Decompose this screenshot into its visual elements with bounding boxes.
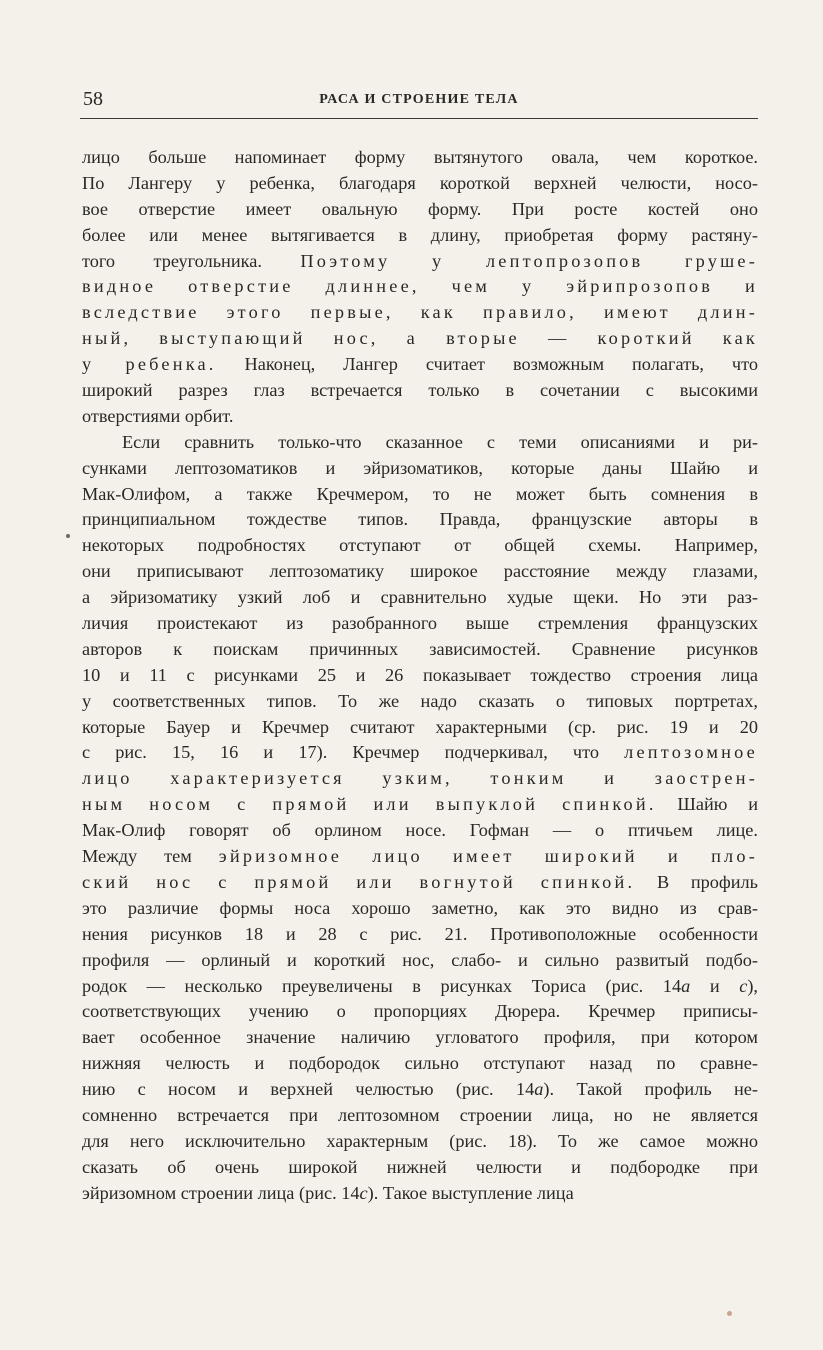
paragraph bbox=[82, 430, 758, 1207]
text-run: это различие формы носа хорошо заметно, как это видно из срав- bbox=[82, 897, 758, 918]
text-run: 10 и 11 с рисунками 25 и 26 показывает тождество строения лица bbox=[82, 664, 758, 685]
text-run: для него исключительно характерным (рис. 18). То же самое можно bbox=[82, 1130, 758, 1151]
text-line bbox=[82, 197, 758, 223]
text-run: ), bbox=[747, 975, 758, 996]
text-run: некоторых подробностях отступают от общей схемы. Например, bbox=[82, 535, 758, 556]
text-line bbox=[82, 145, 758, 171]
text-line bbox=[82, 715, 758, 741]
text-run: сунками лептозоматиков и эйризоматиков, которые даны Шайю и bbox=[82, 457, 758, 478]
text-line bbox=[82, 507, 758, 533]
text-line bbox=[82, 249, 758, 275]
text-run: профиля — орлиный и короткий нос, слабо- и сильно развитый подбо- bbox=[82, 949, 758, 970]
text-run: широкий разрез глаз встречается только в сочетании с высокими bbox=[82, 380, 758, 401]
text-run: с рис. 15, 16 и 17). Кречмер подчеркивал, что bbox=[82, 742, 625, 763]
text-line bbox=[82, 792, 758, 818]
page-number: 58 bbox=[83, 88, 103, 110]
text-line bbox=[82, 1077, 758, 1103]
text-line bbox=[82, 999, 758, 1025]
running-head: РАСА И СТРОЕНИЕ ТЕЛА bbox=[319, 92, 519, 107]
text-run: нижняя челюсть и подбородок сильно отступают назад по сравне- bbox=[82, 1053, 758, 1074]
text-line bbox=[82, 1181, 758, 1207]
text-run: принципиальном тождестве типов. Правда, французские авторы в bbox=[82, 509, 758, 530]
text-run: нию с носом и верхней челюстью (рис. 14 bbox=[82, 1079, 535, 1100]
text-run: родок — несколько преувеличены в рисунках Ториса (рис. 14 bbox=[82, 975, 682, 996]
text-run: Между тем bbox=[82, 846, 219, 867]
text-run: у соответственных типов. То же надо сказать о типовых портретах, bbox=[82, 690, 758, 711]
text-line bbox=[82, 533, 758, 559]
text-line bbox=[82, 637, 758, 663]
text-run: эйризомном строении лица (рис. 14 bbox=[82, 1182, 360, 1203]
text-run: и bbox=[690, 975, 740, 996]
text-line bbox=[82, 352, 758, 378]
text-run: соответствующих учению о пропорциях Дюрера. Кречмер приписы- bbox=[82, 1001, 758, 1022]
text-run: сказать об очень широкой нижней челюсти и подбородке при bbox=[82, 1156, 758, 1177]
text-run: сомненно встречается при лептозомном строении лица, но не является bbox=[82, 1104, 758, 1125]
text-line bbox=[82, 844, 758, 870]
text-run: лицо больше напоминает форму вытянутого овала, чем короткое. bbox=[82, 147, 758, 167]
spaced-text: у ребенка. bbox=[82, 354, 217, 375]
text-run: В профиль bbox=[635, 871, 758, 892]
text-run: они приписывают лептозоматику широкое расстояние между глазами, bbox=[82, 561, 758, 582]
text-run: По Лангеру у ребенка, благодаря короткой верхней челюсти, носо- bbox=[82, 172, 758, 193]
text-line bbox=[82, 611, 758, 637]
text-line bbox=[82, 274, 758, 300]
text-line bbox=[82, 740, 758, 766]
page-header bbox=[80, 88, 758, 119]
text-line bbox=[82, 896, 758, 922]
italic-text: a bbox=[534, 1079, 544, 1100]
text-run: отверстиями орбит. bbox=[82, 405, 234, 426]
text-line bbox=[82, 766, 758, 792]
text-line bbox=[82, 818, 758, 844]
spaced-text: лицо характеризуется узким, тонким и заострен- bbox=[82, 768, 758, 789]
text-line bbox=[82, 404, 758, 430]
text-line bbox=[82, 1051, 758, 1077]
page-blemish bbox=[727, 1311, 732, 1316]
text-line bbox=[82, 378, 758, 404]
text-run: Мак-Олиф говорят об орлином носе. Гофман — о птичьем лице. bbox=[82, 820, 758, 841]
text-run: вое отверстие имеет овальную форму. При росте костей оно bbox=[82, 198, 758, 219]
spaced-text: видное отверстие длиннее, чем у эйрипрозопов и bbox=[82, 276, 758, 297]
text-run: Шайю и bbox=[656, 794, 759, 815]
body-text bbox=[82, 145, 758, 1207]
text-line bbox=[82, 326, 758, 352]
text-run: того треугольника. bbox=[82, 250, 301, 271]
text-line bbox=[82, 482, 758, 508]
text-line bbox=[82, 300, 758, 326]
text-run: Наконец, Лангер считает возможным полагать, что bbox=[216, 354, 759, 375]
italic-text: c bbox=[359, 1182, 368, 1203]
text-line bbox=[82, 223, 758, 249]
text-line bbox=[82, 1129, 758, 1155]
text-line bbox=[82, 663, 758, 689]
page-blemish bbox=[66, 534, 70, 538]
spaced-text: лептозомное bbox=[624, 742, 758, 763]
spaced-text: вследствие этого первые, как правило, имеют длин- bbox=[82, 302, 758, 323]
text-line bbox=[82, 974, 758, 1000]
spaced-text: Поэтому у лептопрозопов груше- bbox=[300, 250, 758, 271]
spaced-text: ский нос с прямой или вогнутой спинкой. bbox=[82, 871, 636, 892]
text-line bbox=[82, 1103, 758, 1129]
spaced-text: ный, выступающий нос, а вторые — короткий как bbox=[82, 328, 758, 349]
text-line bbox=[82, 456, 758, 482]
text-line bbox=[82, 922, 758, 948]
text-run: авторов к поискам причинных зависимостей. Сравнение рисунков bbox=[82, 638, 758, 659]
text-line bbox=[82, 171, 758, 197]
text-line bbox=[82, 689, 758, 715]
text-line bbox=[82, 1025, 758, 1051]
text-line bbox=[82, 585, 758, 611]
text-line bbox=[82, 948, 758, 974]
text-line bbox=[82, 430, 758, 456]
text-run: которые Бауер и Кречмер считают характерными (ср. рис. 19 и 20 bbox=[82, 716, 758, 737]
paragraph bbox=[82, 145, 758, 430]
text-run: ). Такой профиль не- bbox=[543, 1079, 759, 1100]
italic-text: a bbox=[681, 975, 691, 996]
text-run: Если сравнить только-что сказанное с теми описаниями и ри- bbox=[122, 431, 758, 452]
spaced-text: ным носом с прямой или выпуклой спинкой. bbox=[82, 794, 657, 815]
text-line bbox=[82, 870, 758, 896]
text-run: Мак-Олифом, а также Кречмером, то не может быть сомнения в bbox=[82, 483, 758, 504]
text-run: вает особенное значение наличию угловатого профиля, при котором bbox=[82, 1027, 758, 1048]
text-run: более или менее вытягивается в длину, приобретая форму растяну- bbox=[82, 224, 758, 245]
text-line bbox=[82, 559, 758, 585]
italic-text: c bbox=[739, 975, 748, 996]
spaced-text: эйризомное лицо имеет широкий и пло- bbox=[218, 846, 758, 867]
text-run: ). Такое выступление лица bbox=[367, 1182, 574, 1203]
text-line bbox=[82, 1155, 758, 1181]
text-run: личия проистекают из разобранного выше стремления французских bbox=[82, 613, 758, 634]
text-run: нения рисунков 18 и 28 с рис. 21. Противоположные особенности bbox=[82, 923, 758, 944]
text-run: а эйризоматику узкий лоб и сравнительно худые щеки. Но эти раз- bbox=[82, 587, 758, 608]
